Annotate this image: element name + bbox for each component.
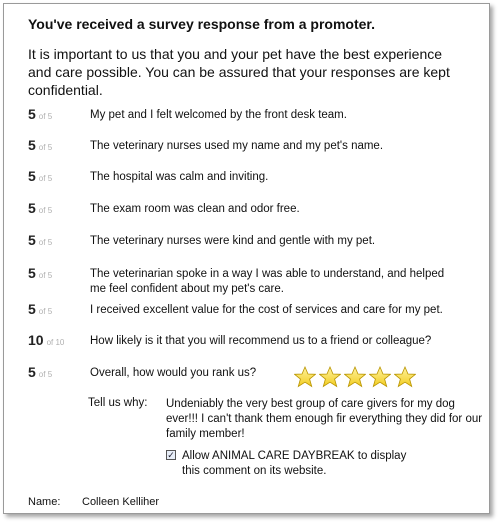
star-icon — [294, 366, 316, 388]
score-value: 5 — [28, 106, 36, 122]
star-icon — [394, 366, 416, 388]
score — [28, 364, 84, 380]
score-value: 5 — [28, 301, 36, 317]
question-text: The exam room was clean and odor free. — [90, 203, 300, 215]
score — [28, 265, 84, 281]
score-value: 5 — [28, 232, 36, 248]
score-value: 5 — [28, 168, 36, 184]
score — [28, 232, 84, 248]
score-value: 5 — [28, 265, 36, 281]
score-out-of: of 5 — [38, 174, 53, 183]
star-icon — [319, 366, 341, 388]
intro-text: It is important to us that you and your pet have the best experience and care possible. You can be assured that your responses are kept confidential. — [28, 46, 450, 98]
score — [28, 106, 84, 122]
headline: You've received a survey response from a promoter. — [28, 16, 375, 32]
question-text: How likely is it that you will recommend us to a friend or colleague? — [90, 335, 432, 347]
score-out-of: of 5 — [38, 271, 53, 280]
allow-display-label: Allow ANIMAL CARE DAYBREAK to display this comment on its website. — [182, 450, 407, 477]
question-text: My pet and I felt welcomed by the front desk team. — [90, 109, 347, 121]
score — [28, 168, 84, 184]
question-text: The hospital was calm and inviting. — [90, 171, 269, 183]
score-value: 5 — [28, 364, 36, 380]
score-out-of: of 10 — [46, 338, 65, 347]
name-label: Name: — [28, 496, 61, 508]
score-out-of: of 5 — [38, 238, 53, 247]
star-icon — [344, 366, 366, 388]
score — [28, 137, 84, 153]
question-text: The veterinary nurses were kind and gentle with my pet. — [90, 235, 376, 247]
score-value: 5 — [28, 137, 36, 153]
star-icon — [369, 366, 391, 388]
allow-display-checkbox[interactable]: ✓ — [167, 450, 175, 460]
score-out-of: of 5 — [38, 206, 53, 215]
star-rating — [294, 366, 419, 393]
score-out-of: of 5 — [38, 112, 53, 121]
survey-response-card — [3, 3, 490, 514]
score-value: 5 — [28, 200, 36, 216]
score — [28, 332, 84, 348]
question-text: Overall, how would you rank us? — [90, 367, 257, 379]
name-value: Colleen Kelliher — [82, 496, 160, 508]
score-value: 10 — [28, 332, 44, 348]
tell-us-why-comment: Undeniably the very best group of care givers for my dog ever!!! I can't thank them enough fir everything they did for our family member! — [166, 398, 483, 440]
tell-us-why-label: Tell us why: — [88, 397, 148, 409]
score-out-of: of 5 — [38, 307, 53, 316]
question-text: I received excellent value for the cost of services and care for my pet. — [90, 304, 443, 316]
question-text: The veterinarian spoke in a way I was able to understand, and helped me feel confident about my pet's care. — [90, 268, 445, 295]
score — [28, 301, 84, 317]
score-out-of: of 5 — [38, 143, 53, 152]
question-text: The veterinary nurses used my name and my pet's name. — [90, 140, 384, 152]
score-out-of: of 5 — [38, 370, 53, 379]
score — [28, 200, 84, 216]
